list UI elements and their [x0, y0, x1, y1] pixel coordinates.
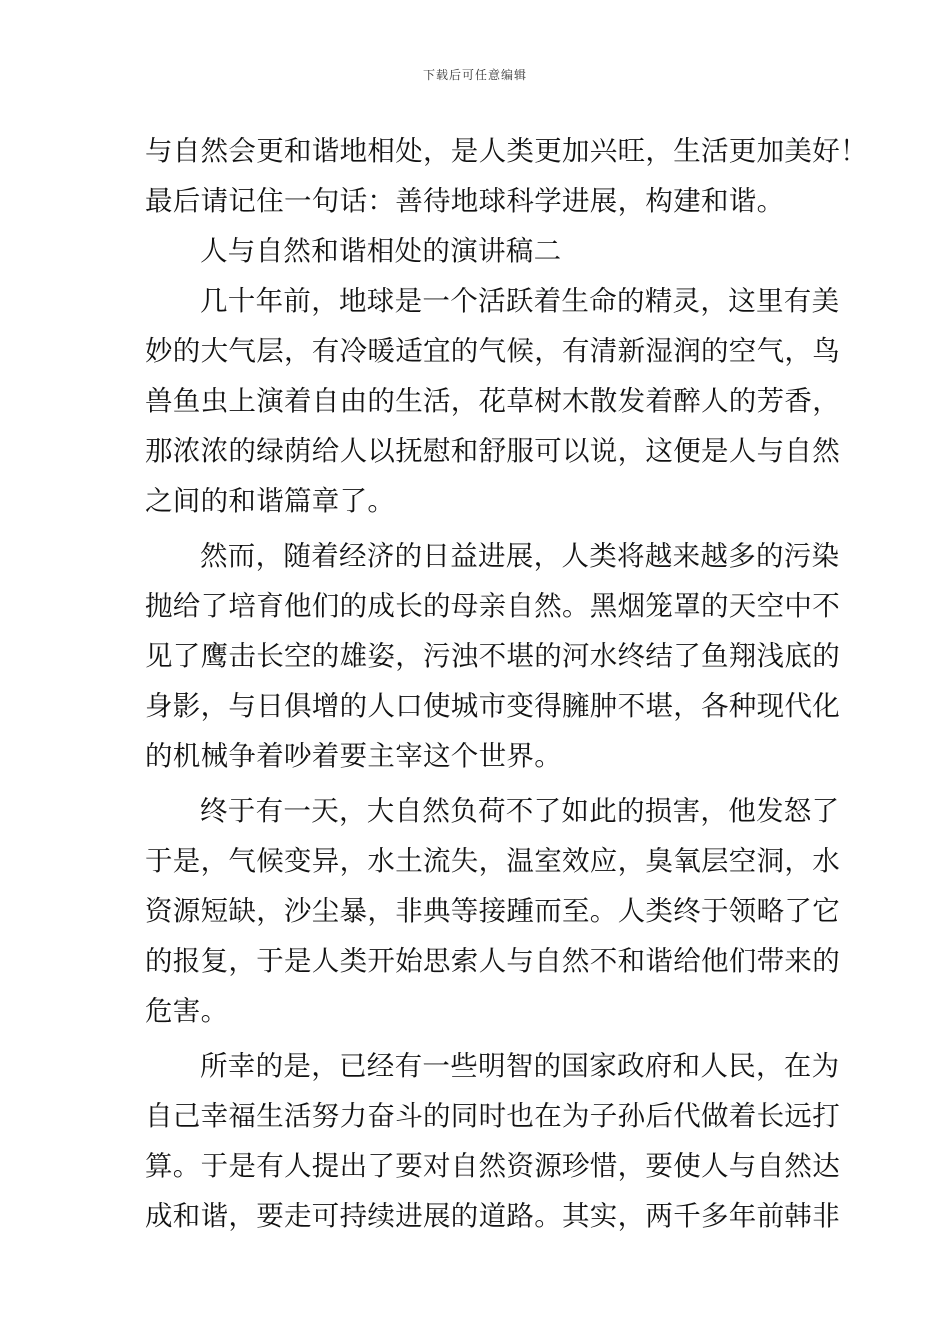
text-line: 最后请记住一句话：善待地球科学进展，构建和谐。	[145, 185, 785, 217]
text-line: 与自然会更和谐地相处，是人类更加兴旺，生活更加美好！	[145, 135, 868, 167]
text-line: 算。于是有人提出了要对自然资源珍惜，要使人与自然达	[145, 1150, 840, 1182]
paragraph-start: 所幸的是，已经有一些明智的国家政府和人民，在为	[200, 1050, 840, 1082]
document-body	[145, 126, 868, 1241]
section-title: 人与自然和谐相处的演讲稿二	[200, 235, 562, 267]
paragraph-start: 几十年前，地球是一个活跃着生命的精灵，这里有美	[200, 285, 840, 317]
text-line: 危害。	[145, 995, 229, 1027]
text-line: 见了鹰击长空的雄姿，污浊不堪的河水终结了鱼翔浅底的	[145, 640, 840, 672]
text-line: 抛给了培育他们的成长的母亲自然。黑烟笼罩的天空中不	[145, 590, 840, 622]
text-line: 那浓浓的绿荫给人以抚慰和舒服可以说，这便是人与自然	[145, 435, 840, 467]
header-note: 下载后可任意编辑	[422, 68, 527, 82]
text-line: 妙的大气层，有冷暖适宜的气候，有清新湿润的空气，鸟	[145, 335, 840, 367]
text-line: 自己幸福生活努力奋斗的同时也在为子孙后代做着长远打	[145, 1100, 840, 1132]
text-line: 之间的和谐篇章了。	[145, 485, 396, 517]
paragraph-start: 然而，随着经济的日益进展，人类将越来越多的污染	[200, 540, 840, 572]
text-line: 兽鱼虫上演着自由的生活，花草树木散发着醉人的芳香，	[145, 385, 840, 417]
text-line: 的机械争着吵着要主宰这个世界。	[145, 740, 562, 772]
text-line: 的报复，于是人类开始思索人与自然不和谐给他们带来的	[145, 945, 840, 977]
text-line: 于是，气候变异，水土流失，温室效应，臭氧层空洞，水	[145, 845, 840, 877]
text-line: 资源短缺，沙尘暴，非典等接踵而至。人类终于领略了它	[145, 895, 840, 927]
text-line: 成和谐，要走可持续进展的道路。其实，两千多年前韩非	[145, 1200, 840, 1232]
text-line: 身影，与日俱增的人口使城市变得臃肿不堪，各种现代化	[145, 690, 840, 722]
paragraph-start: 终于有一天，大自然负荷不了如此的损害，他发怒了	[200, 795, 840, 827]
